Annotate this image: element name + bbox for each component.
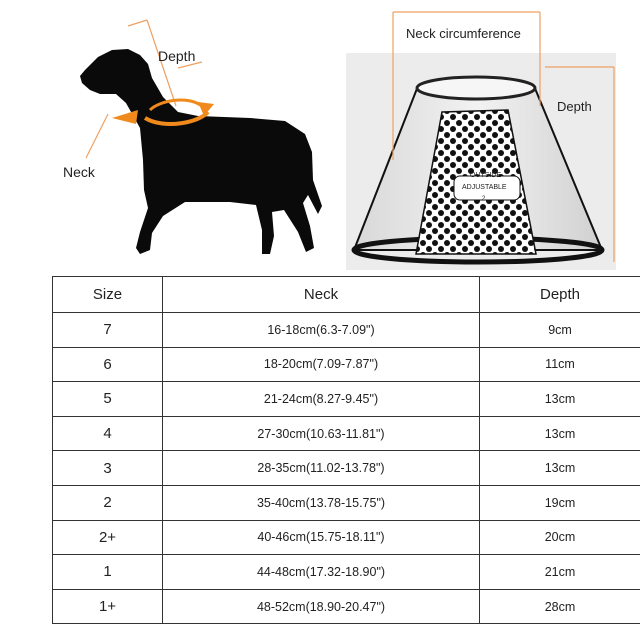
table-row: [53, 347, 640, 382]
table-row: [53, 520, 640, 555]
depth-cell: 20cm: [480, 520, 640, 555]
cone-depth-label: Depth: [557, 99, 592, 114]
size-cell: 2: [53, 485, 163, 520]
depth-cell: 13cm: [480, 451, 640, 486]
neck-cell: 21-24cm(8.27-9.45"): [163, 382, 480, 417]
depth-column-header: Depth: [480, 277, 640, 313]
size-cell: 1+: [53, 589, 163, 624]
neck-cell: 27-30cm(10.63-11.81"): [163, 416, 480, 451]
size-cell: 7: [53, 313, 163, 348]
depth-cell: 11cm: [480, 347, 640, 382]
size-cell: 1: [53, 555, 163, 590]
table-header-row: [53, 277, 640, 313]
neck-cell: 40-46cm(15.75-18.11"): [163, 520, 480, 555]
depth-cell: 21cm: [480, 555, 640, 590]
illustration-svg: [0, 0, 640, 272]
table-row: [53, 416, 640, 451]
cone-neck-circumference-label: Neck circumference: [406, 26, 521, 41]
illustration-area: [0, 0, 640, 272]
cone-band-outside-text: OUTSIDE: [470, 172, 502, 179]
size-cell: 6: [53, 347, 163, 382]
size-table: [52, 276, 640, 624]
table-row: [53, 313, 640, 348]
neck-cell: 48-52cm(18.90-20.47"): [163, 589, 480, 624]
neck-column-header: Neck: [163, 277, 480, 313]
table-row: [53, 451, 640, 486]
size-cell: 5: [53, 382, 163, 417]
neck-cell: 16-18cm(6.3-7.09"): [163, 313, 480, 348]
table-row: [53, 382, 640, 417]
size-column-header: Size: [53, 277, 163, 313]
depth-cell: 9cm: [480, 313, 640, 348]
depth-cell: 28cm: [480, 589, 640, 624]
neck-cell: 44-48cm(17.32-18.90"): [163, 555, 480, 590]
dog-silhouette: [80, 49, 322, 254]
size-cell: 4: [53, 416, 163, 451]
depth-cell: 13cm: [480, 416, 640, 451]
size-cell: 3: [53, 451, 163, 486]
neck-cell: 28-35cm(11.02-13.78"): [163, 451, 480, 486]
depth-cell: 19cm: [480, 485, 640, 520]
size-cell: 2+: [53, 520, 163, 555]
table-row: [53, 485, 640, 520]
table-row: [53, 555, 640, 590]
dog-depth-label: Depth: [158, 48, 196, 64]
cone-band-number-text: 2: [482, 196, 486, 202]
neck-cell: 35-40cm(13.78-15.75"): [163, 485, 480, 520]
table-row: [53, 589, 640, 624]
cone-collar: [346, 53, 616, 270]
dog-neck-label: Neck: [63, 164, 95, 180]
neck-cell: 18-20cm(7.09-7.87"): [163, 347, 480, 382]
cone-band-adjustable-text: ADJUSTABLE: [462, 184, 507, 191]
depth-cell: 13cm: [480, 382, 640, 417]
